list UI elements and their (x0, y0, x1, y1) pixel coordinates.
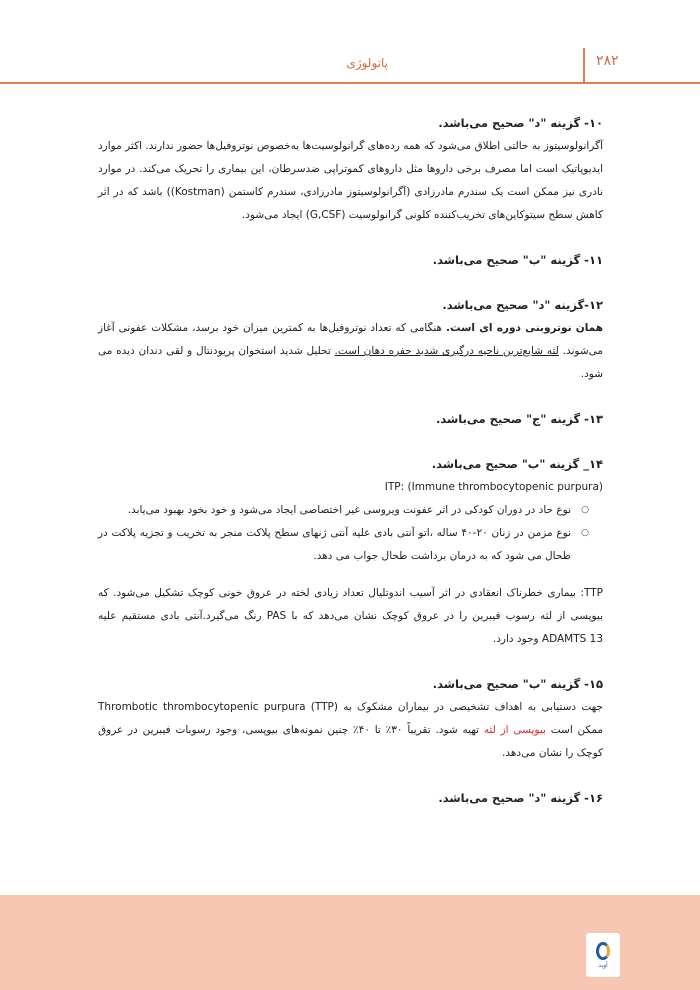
list-item: ○ نوع مزمن در زنان ۲۰-۴۰ ساله ،اتو آنتی بادی علیه آنتی ژنهای سطح پلاکت منجر به تخریب و تجزیه پلاکت در طحال می شود که به درمان برداشت طحال جواب می دهد. (98, 522, 589, 568)
q15-part2: تهیه شود. تقریباً ۳۰٪ تا ۴۰٪ چنین نمونه‌های بیوپسی، وجود رسوبات فیبرین در عروق کوچک را نشان می‌دهد. (98, 724, 603, 759)
q12-heading: ۱۲-گزینه "د" صحیح می‌باشد. (442, 298, 603, 312)
q13-heading: ۱۳- گزینه "ج" صحیح می‌باشد. (435, 412, 603, 426)
q15-part1: جهت دستیابی به اهداف تشخیصی در بیماران مشکوک به Thrombotic thrombocytopenic purpura (TTP) ممکن است (98, 701, 604, 736)
q14-bullet-list (98, 499, 603, 568)
header-title: پاتولوژی (346, 56, 388, 70)
q11-heading: ۱۱- گزینه "ب" صحیح می‌باشد. (432, 253, 603, 267)
q14-itp: ITP: (Immune thrombocytopenic purpura) (384, 481, 603, 493)
q15-text (98, 696, 603, 765)
header-rule (0, 82, 700, 84)
answer-content (98, 112, 603, 810)
publisher-logo (586, 933, 620, 977)
page-number: ۲۸۲ (596, 53, 619, 69)
avid-logo-icon (596, 942, 610, 960)
q15-heading: ۱۵- گزینه "ب" صحیح می‌باشد. (432, 677, 603, 691)
q15-red: بیوپسی از لثه (483, 724, 546, 736)
q12-tail: تحلیل شدید استخوان پریودنتال و لقی دندان دیده می شود. (98, 345, 603, 380)
q10-heading: ۱۰- گزینه "د" صحیح می‌باشد. (438, 116, 603, 130)
q12-bold: همان نوتروبنی دوره ای است. (445, 322, 603, 334)
q12-underlined: لثه شایع‌ترین ناحیه درگیری شدید حفره دهان است. (334, 345, 559, 357)
q12-text (98, 317, 603, 386)
q16-heading: ۱۶- گزینه "د" صحیح می‌باشد. (438, 791, 603, 805)
q14-ttp: TTP: بیماری خطرناک انعقادی در اثر آسیب اندوتلیال تعداد زیادی لخته در عروق خونی کوچک تشکیل می‌شود. که بیوپسی از لثه رسوب فیبرین را در عروق کوچک نشان می‌دهد که با PAS رنگ می‌گیرد.آنتی بادی مستقیم علیه ADAMTS 13 وجود دارد. (98, 587, 604, 645)
q10-text: آگرانولوسیتوز به حالتی اطلاق می‌شود که همه رده‌های گرانولوسیت‌ها به‌خصوص نوتروفیل‌ها حضور ندارند. اکثر موارد ایدیوپاتیک است اما مصرف برخی داروها مثل داروهای کموتراپی ضدسرطان، این بیماری را تحریک می‌کند. در موارد نادری نیز ممکن است یک سندرم مادرزادی (آگرانولوسیتوز مادرزادی، سندرم کاستمن (Kostman)) باشد که در اثر کاهش سطح سیتوکاین‌های تخریب‌کننده کلونی گرانولوسیت (G,CSF) ایجاد می‌شود. (98, 140, 604, 221)
list-item: ○ نوع حاد در دوران کودکی در اثر عفونت ویروسی غیر اختصاصی ایجاد می‌شود و خود بخود بهبود می‌یابد. (98, 499, 589, 522)
q14-heading: ۱۴_ گزینه "ب" صحیح می‌باشد. (431, 457, 603, 471)
page-header (0, 0, 700, 86)
header-divider (583, 48, 585, 83)
q12-rest: هنگامی که تعداد نوتروفیل‌ها به کمترین میزان خود برسد، مشکلات عفونی آغاز می‌شوند. (98, 322, 603, 357)
logo-text: آوید (598, 961, 608, 969)
